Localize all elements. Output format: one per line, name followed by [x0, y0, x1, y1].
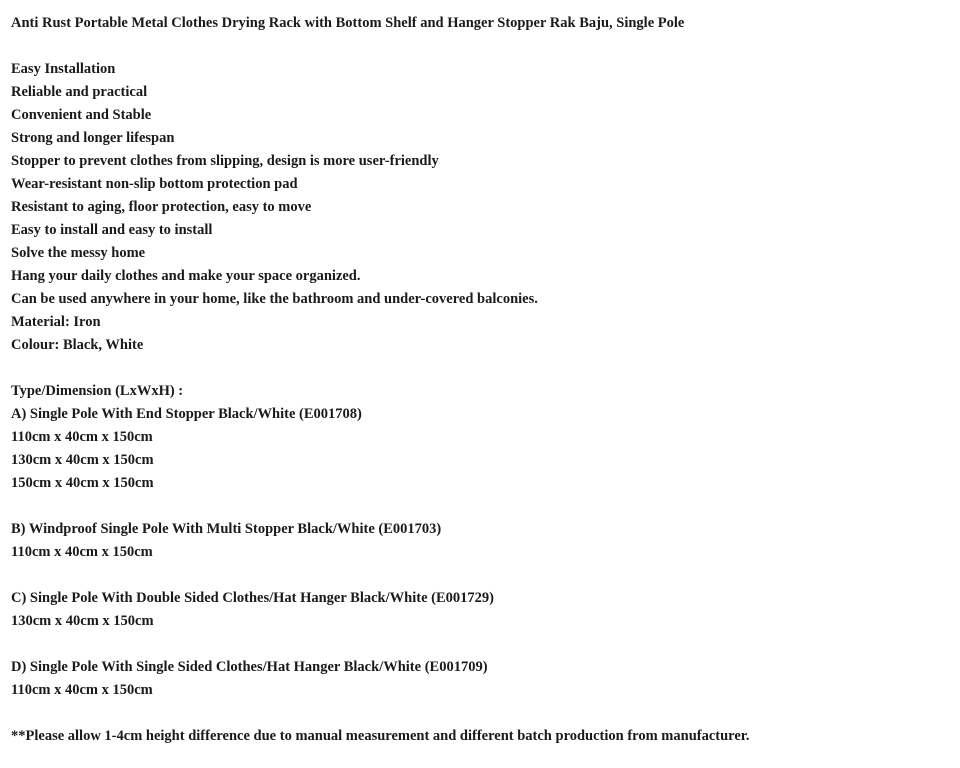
spacer [11, 357, 951, 380]
spacer [11, 633, 951, 656]
feature-item: Can be used anywhere in your home, like the bathroom and under-covered balconies. [11, 291, 538, 307]
feature-item: Resistant to aging, floor protection, easy to move [11, 199, 312, 215]
spacer [11, 702, 951, 725]
feature-item: Hang your daily clothes and make your space organized. [11, 268, 361, 284]
product-title: Anti Rust Portable Metal Clothes Drying Rack with Bottom Shelf and Hanger Stopper Rak Baju, Single Pole [11, 15, 685, 31]
type-name: A) Single Pole With End Stopper Black/White (E001708) [11, 406, 362, 422]
type-size: 130cm x 40cm x 150cm [11, 452, 154, 468]
feature-item: Stopper to prevent clothes from slipping, design is more user-friendly [11, 153, 439, 169]
product-description [11, 12, 951, 748]
type-name: D) Single Pole With Single Sided Clothes/Hat Hanger Black/White (E001709) [11, 659, 488, 675]
feature-list [11, 58, 951, 357]
feature-item: Convenient and Stable [11, 107, 152, 123]
type-size: 110cm x 40cm x 150cm [11, 544, 153, 560]
feature-item: Solve the messy home [11, 245, 146, 261]
spacer [11, 35, 951, 58]
type-name: B) Windproof Single Pole With Multi Stopper Black/White (E001703) [11, 521, 442, 537]
type-name: C) Single Pole With Double Sided Clothes/Hat Hanger Black/White (E001729) [11, 590, 494, 606]
spacer [11, 495, 951, 518]
feature-item: Easy Installation [11, 61, 116, 77]
type-c-section [11, 587, 951, 633]
type-size: 110cm x 40cm x 150cm [11, 682, 153, 698]
type-size: 110cm x 40cm x 150cm [11, 429, 153, 445]
type-size: 130cm x 40cm x 150cm [11, 613, 154, 629]
feature-item: Reliable and practical [11, 84, 148, 100]
feature-colour: Colour: Black, White [11, 337, 144, 353]
feature-item: Easy to install and easy to install [11, 222, 213, 238]
feature-material: Material: Iron [11, 314, 101, 330]
feature-item: Strong and longer lifespan [11, 130, 175, 146]
dimensions-heading: Type/Dimension (LxWxH) : [11, 383, 184, 399]
type-d-section [11, 656, 951, 702]
type-a-section [11, 403, 951, 495]
feature-item: Wear-resistant non-slip bottom protection pad [11, 176, 298, 192]
type-size: 150cm x 40cm x 150cm [11, 475, 154, 491]
type-b-section [11, 518, 951, 564]
spacer [11, 564, 951, 587]
measurement-note: **Please allow 1-4cm height difference due to manual measurement and different batch production from manufacturer. [11, 728, 750, 744]
